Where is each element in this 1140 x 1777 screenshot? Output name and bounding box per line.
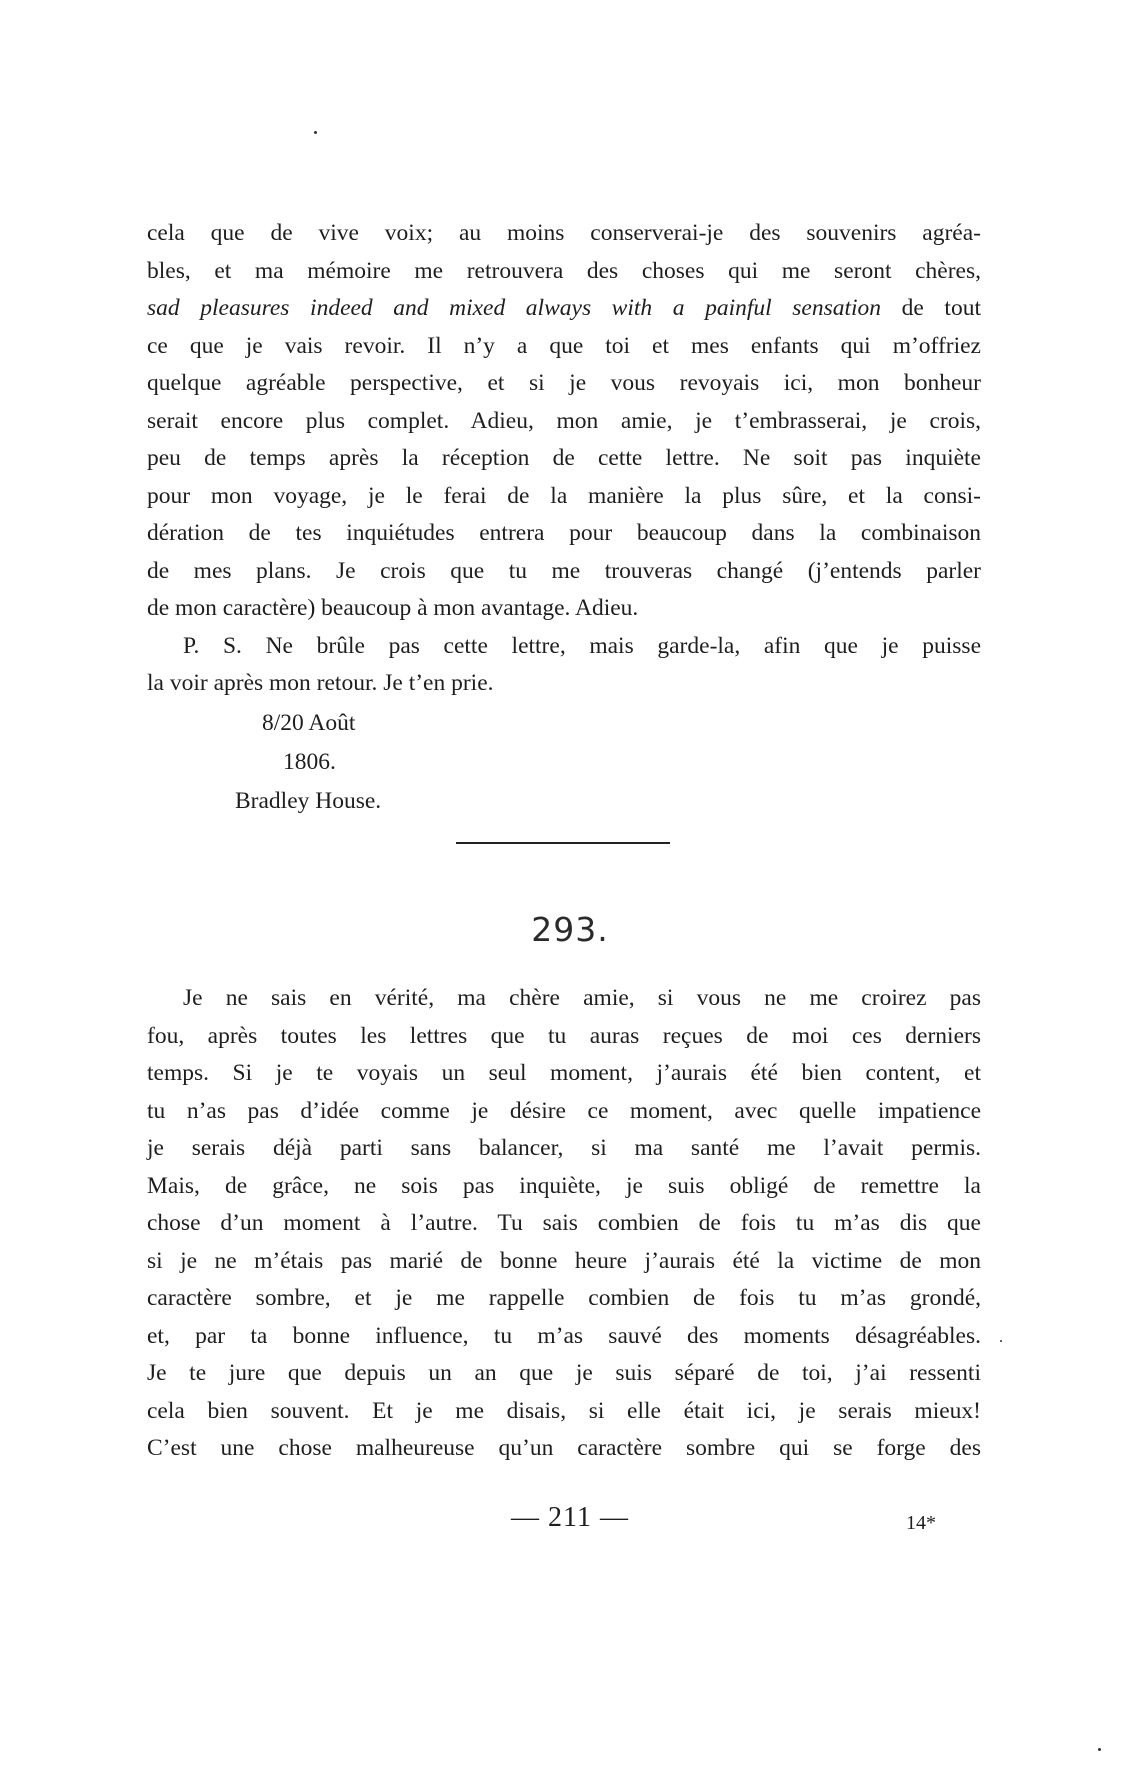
text-line: temps. Si je te voyais un seul moment, j’aurais été bien content, et	[147, 1060, 981, 1086]
letter-293-body	[147, 980, 981, 1468]
text-line: quelque agréable perspective, et si je vous revoyais ici, mon bonheur	[147, 370, 981, 396]
text-line: bles, et ma mémoire me retrouvera des choses qui me seront chères,	[147, 257, 981, 284]
date-place: Bradley House.	[235, 788, 382, 814]
postscript-line: P. S. Ne brûle pas cette lettre, mais garde-la, afin que je puisse	[183, 632, 981, 659]
text-line: et, par ta bonne influence, tu m’as sauvé des moments désagréables.	[147, 1322, 981, 1349]
letter-continuation	[147, 215, 981, 703]
page-number: — 211 —	[511, 1502, 629, 1533]
date-day: 8/20 Août	[262, 710, 356, 736]
text-line: tu n’as pas d’idée comme je désire ce moment, avec quelle impatience	[147, 1097, 981, 1124]
text-line: caractère sombre, et je me rappelle combien de fois tu m’as grondé,	[147, 1285, 981, 1311]
text-line: pour mon voyage, je le ferai de la manière la plus sûre, et la consi-	[147, 482, 981, 509]
section-divider	[456, 842, 670, 844]
date-year: 1806.	[283, 749, 336, 775]
text-line: de mon caractère) beaucoup à mon avantage. Adieu.	[147, 595, 639, 621]
printer-signature: 14*	[906, 1512, 936, 1534]
text-line: fou, après toutes les lettres que tu auras reçues de moi ces derniers	[147, 1022, 981, 1049]
text-line: cela que de vive voix; au moins conserverai-je des souvenirs agréa-	[147, 220, 981, 246]
text-line: C’est une chose malheureuse qu’un caractère sombre qui se forge des	[147, 1435, 981, 1461]
text-line: Mais, de grâce, ne sois pas inquiète, je suis obligé de remettre la	[147, 1172, 981, 1199]
text-line: Je te jure que depuis un an que je suis séparé de toi, j’ai ressenti	[147, 1360, 981, 1386]
letter-number: 293.	[531, 910, 609, 949]
text-line: serait encore plus complet. Adieu, mon amie, je t’embrasserai, je crois,	[147, 407, 981, 434]
text-line: chose d’un moment à l’autre. Tu sais combien de fois tu m’as dis que	[147, 1210, 981, 1236]
speck	[314, 131, 317, 134]
text-line: dération de tes inquiétudes entrera pour beaucoup dans la combinaison	[147, 520, 981, 546]
speck	[1098, 1748, 1101, 1751]
text-fragment: de tout	[881, 295, 981, 321]
text-line: peu de temps après la réception de cette lettre. Ne soit pas inquiète	[147, 445, 981, 471]
text-line: Je ne sais en vérité, ma chère amie, si vous ne me croirez pas	[183, 985, 981, 1011]
text-line: je serais déjà parti sans balancer, si ma santé me l’avait permis.	[147, 1135, 981, 1161]
english-quote: sad pleasures indeed and mixed always with a painful sensation	[147, 295, 882, 321]
postscript-line: la voir après mon retour. Je t’en prie.	[147, 670, 494, 696]
text-line: si je ne m’étais pas marié de bonne heure j’aurais été la victime de mon	[147, 1247, 981, 1274]
text-line	[147, 290, 981, 328]
text-line: cela bien souvent. Et je me disais, si elle était ici, je serais mieux!	[147, 1397, 981, 1424]
text-line: de mes plans. Je crois que tu me trouveras changé (j’entends parler	[147, 557, 981, 584]
text-line: ce que je vais revoir. Il n’y a que toi et mes enfants qui m’offriez	[147, 332, 981, 359]
speck	[1000, 1340, 1002, 1342]
